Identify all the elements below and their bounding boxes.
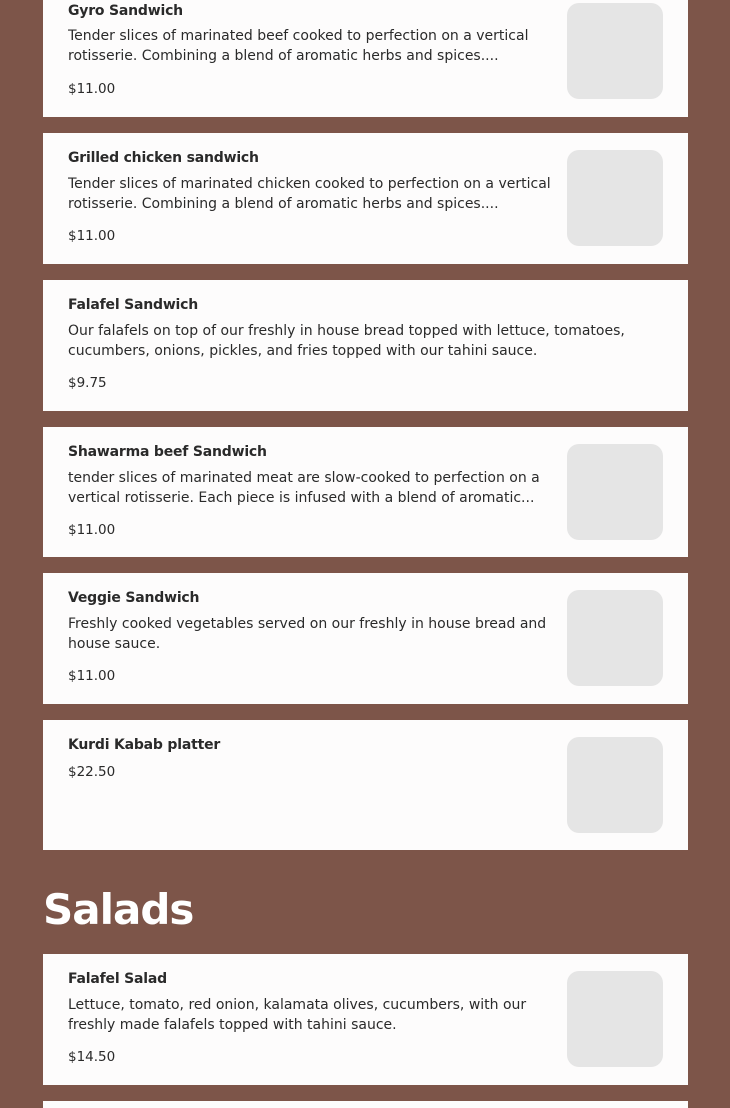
item-title: Kurdi Kabab platter <box>68 737 221 753</box>
menu-item-card[interactable] <box>43 1101 688 1108</box>
item-description: Tender slices of marinated chicken cooked to perfection on a vertical rotisserie. Combining a blend of aromatic herbs and spices.... <box>68 176 551 212</box>
item-price: $22.50 <box>68 764 116 780</box>
item-image <box>567 3 663 99</box>
item-description: Freshly cooked vegetables served on our freshly in house bread and house sauce. <box>68 616 547 652</box>
item-title: Falafel Sandwich <box>68 297 199 313</box>
menu-item-card[interactable] <box>43 0 688 117</box>
menu-item-card[interactable] <box>43 427 688 557</box>
section-heading-salads: Salads <box>43 885 194 934</box>
menu-item-card[interactable] <box>43 133 688 264</box>
item-image <box>567 150 663 246</box>
menu-item-card[interactable] <box>43 573 688 704</box>
menu-item-card[interactable] <box>43 954 688 1085</box>
item-price: $9.75 <box>68 375 107 391</box>
item-description: Our falafels on top of our freshly in house bread topped with lettuce, tomatoes, cucumbers, onions, pickles, and fries topped with our tahini sauce. <box>68 323 625 359</box>
item-price: $11.00 <box>68 228 116 244</box>
item-image <box>567 971 663 1067</box>
item-price: $11.00 <box>68 81 116 97</box>
item-price: $14.50 <box>68 1049 116 1065</box>
item-description: tender slices of marinated meat are slow-cooked to perfection on a vertical rotisserie. Each piece is infused with a blend of aromatic... <box>68 470 540 506</box>
item-title: Falafel Salad <box>68 971 167 987</box>
menu-item-card[interactable] <box>43 280 688 411</box>
item-title: Veggie Sandwich <box>68 590 200 606</box>
item-image <box>567 444 663 540</box>
menu-item-card[interactable] <box>43 720 688 850</box>
item-description: Lettuce, tomato, red onion, kalamata olives, cucumbers, with our freshly made falafels topped with tahini sauce. <box>68 997 527 1033</box>
item-price: $11.00 <box>68 522 116 538</box>
item-image <box>567 737 663 833</box>
item-title: Shawarma beef Sandwich <box>68 444 267 460</box>
item-description: Tender slices of marinated beef cooked to perfection on a vertical rotisserie. Combining a blend of aromatic herbs and spices.... <box>68 28 529 64</box>
item-price: $11.00 <box>68 668 116 684</box>
item-image <box>567 590 663 686</box>
item-title: Grilled chicken sandwich <box>68 150 259 166</box>
item-title: Gyro Sandwich <box>68 3 183 19</box>
